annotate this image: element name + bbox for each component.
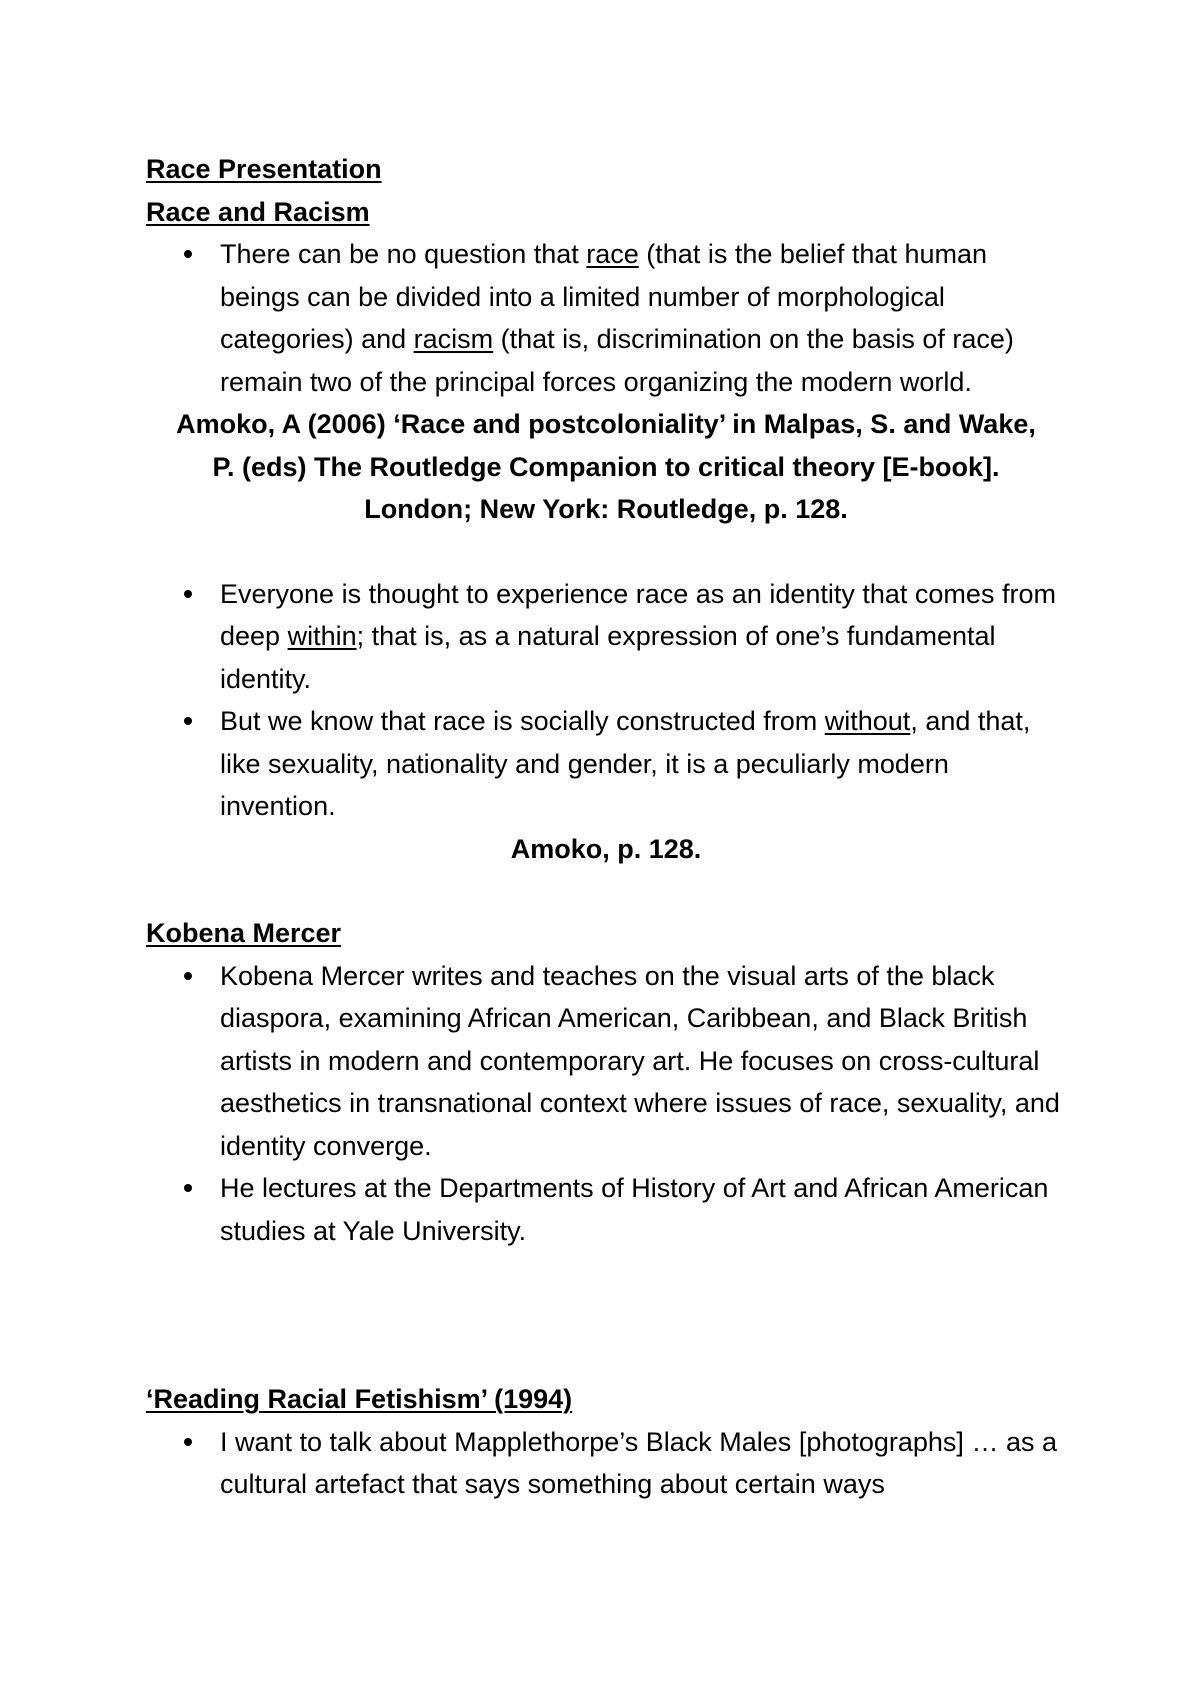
bullet-item-mercer-work: Kobena Mercer writes and teaches on the visual arts of the black diaspora, examining African American, Caribbean, and Black British artists in modern and contemporary art. He focuses on cross-cultural aesthetics in transnational context where issues of race, sexuality, and identity converge. — [220, 955, 1066, 1168]
bullet-item-without — [220, 700, 1066, 828]
race-and-racism-bullet-list-2 — [146, 573, 1066, 828]
bullet-item-mercer-yale: He lectures at the Departments of History of Art and African American studies at Yale University. — [220, 1167, 1066, 1252]
spacer — [146, 531, 1066, 573]
bullet-text: (that is, discrimination on the basis of race) remain two of the principal forces organizing the modern world. — [220, 324, 1014, 397]
citation-line: P. (eds) The Routledge Companion to critical theory [E-book]. — [212, 451, 1000, 482]
spacer — [146, 1252, 1066, 1378]
citation-amoko-short: Amoko, p. 128. — [510, 833, 702, 864]
citation-line: Amoko, A (2006) ‘Race and postcoloniality’ in Malpas, S. and Wake, — [176, 409, 1036, 439]
bullet-text: There can be no question that — [220, 239, 587, 269]
underlined-term-without: without — [824, 706, 911, 736]
citation-line: London; New York: Routledge, p. 128. — [364, 494, 848, 524]
bullet-item-within — [220, 573, 1066, 701]
bullet-text: But we know that race is socially constructed from — [220, 706, 825, 736]
underlined-term-race: race — [586, 239, 639, 269]
race-and-racism-bullet-list-1 — [146, 233, 1066, 403]
underlined-term-within: within — [287, 621, 357, 651]
section-heading-kobena-mercer: Kobena Mercer — [146, 918, 342, 948]
section-heading-reading-racial-fetishism: ‘Reading Racial Fetishism’ (1994) — [146, 1384, 573, 1414]
bullet-text: (that is the belief that human beings can be divided into a limited number of morphological categories) and — [220, 239, 988, 354]
bullet-item-mapplethorpe: I want to talk about Mapplethorpe’s Black Males [photographs] … as a cultural artefact that says something about certain ways — [220, 1421, 1066, 1506]
reading-racial-fetishism-bullet-list — [146, 1421, 1066, 1506]
bullet-text: ; that is, as a natural expression of one’s fundamental identity. — [220, 621, 996, 694]
kobena-mercer-bullet-list — [146, 955, 1066, 1253]
citation-amoko-full — [146, 403, 1066, 531]
document-content — [146, 148, 1066, 1506]
spacer — [146, 870, 1066, 912]
underlined-term-racism: racism — [413, 324, 494, 354]
document-title: Race Presentation — [146, 154, 382, 184]
section-heading-race-and-racism: Race and Racism — [146, 196, 370, 227]
bullet-text: Everyone is thought to experience race as an identity that comes from deep — [220, 578, 1056, 651]
bullet-text: , and that, like sexuality, nationality and gender, it is a peculiarly modern invention. — [220, 706, 1031, 821]
bullet-item-race-definition — [220, 233, 1066, 403]
